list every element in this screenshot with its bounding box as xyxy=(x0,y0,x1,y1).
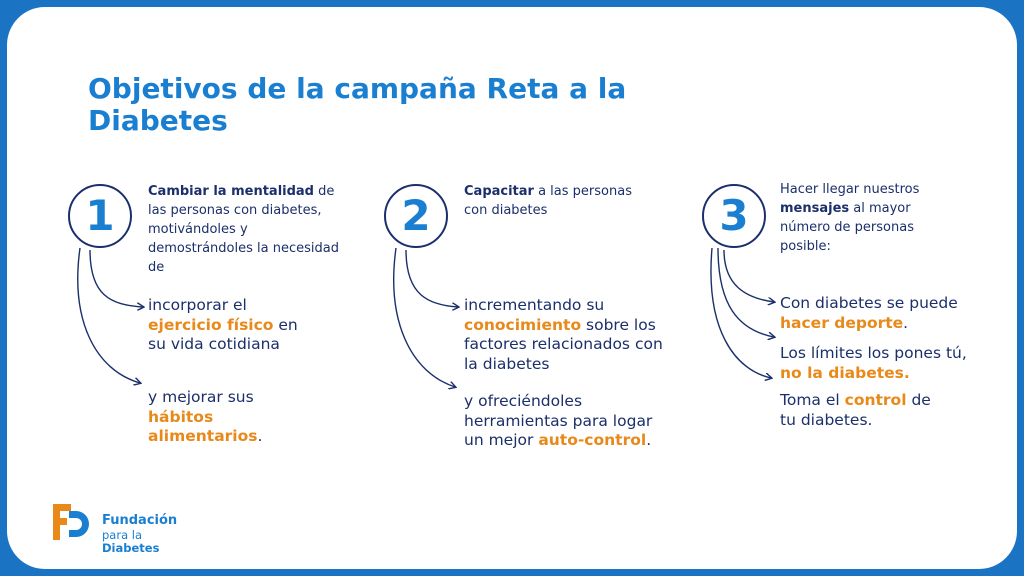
objective-3-intro-bold: mensajes xyxy=(780,201,850,216)
objective-2-intro-text: a las personas con diabetes xyxy=(464,184,632,218)
objective-2-number: 2 xyxy=(384,184,448,248)
item-highlight: ejercicio físico xyxy=(148,315,274,334)
objective-3-intro xyxy=(780,180,960,256)
item-highlight: no la diabetes. xyxy=(780,363,910,382)
item-text: Los límites los pones tú, xyxy=(780,344,967,362)
logo-line2 xyxy=(102,529,192,555)
item-text: sobre los factores relacionados con la diabetes xyxy=(464,315,663,373)
item-highlight: conocimiento xyxy=(464,315,582,334)
logo-line2-text: para la xyxy=(102,528,143,542)
objective-1-number: 1 xyxy=(68,184,132,248)
item-text: . xyxy=(646,431,652,449)
objective-2-item-2 xyxy=(464,392,664,451)
objective-3-item-2 xyxy=(780,344,970,383)
objective-1-intro-bold: Cambiar la mentalidad xyxy=(148,184,314,199)
item-text: y mejorar sus xyxy=(148,388,254,406)
item-text: incrementando su xyxy=(464,296,605,314)
objective-1-intro-text: de las personas con diabetes, motivándoles y demostrándoles la necesidad de xyxy=(148,184,339,275)
item-highlight: hábitos alimentarios xyxy=(148,407,258,445)
slide-title: Objetivos de la campaña Reta a la Diabetes xyxy=(88,72,627,137)
arrow-2a xyxy=(406,250,458,307)
arrow-3c xyxy=(711,248,771,378)
item-text: Con diabetes se puede xyxy=(780,294,958,312)
item-text: . xyxy=(903,313,909,332)
item-highlight: control xyxy=(844,391,907,409)
item-text: y ofreciéndoles herramientas para logar un mejor xyxy=(464,392,653,449)
item-highlight: auto-control xyxy=(538,431,647,449)
logo-line1: Fundación xyxy=(102,513,178,528)
item-text: Toma el xyxy=(780,391,845,409)
arrow-2b xyxy=(394,248,455,387)
arrow-3b xyxy=(718,248,774,337)
arrow-3a xyxy=(724,250,774,302)
objective-2-intro-bold: Capacitar xyxy=(464,184,534,199)
objective-1-item-1 xyxy=(148,296,318,355)
objective-3-item-1 xyxy=(780,294,980,333)
fd-logo-icon xyxy=(52,502,96,542)
objective-2-intro xyxy=(464,182,654,220)
item-text: . xyxy=(257,427,263,445)
logo-line2-bold: Diabetes xyxy=(102,541,160,555)
objective-3-item-3 xyxy=(780,391,940,430)
objective-3-number: 3 xyxy=(702,184,766,248)
item-highlight: hacer deporte xyxy=(780,313,904,332)
arrow-1a xyxy=(90,250,143,307)
objective-3-intro-text: al mayor número de personas posible: xyxy=(780,201,914,254)
objective-1-intro xyxy=(148,182,348,277)
item-text: incorporar el xyxy=(148,296,247,314)
fundacion-logo xyxy=(52,502,192,555)
item-text: de tu diabetes. xyxy=(780,391,931,429)
objective-2-item-1 xyxy=(464,296,674,374)
item-text: en su vida cotidiana xyxy=(148,315,298,353)
arrow-1b xyxy=(78,248,140,383)
objective-1-item-2 xyxy=(148,388,298,447)
objective-3-intro-pre: Hacer llegar nuestros xyxy=(780,182,920,197)
